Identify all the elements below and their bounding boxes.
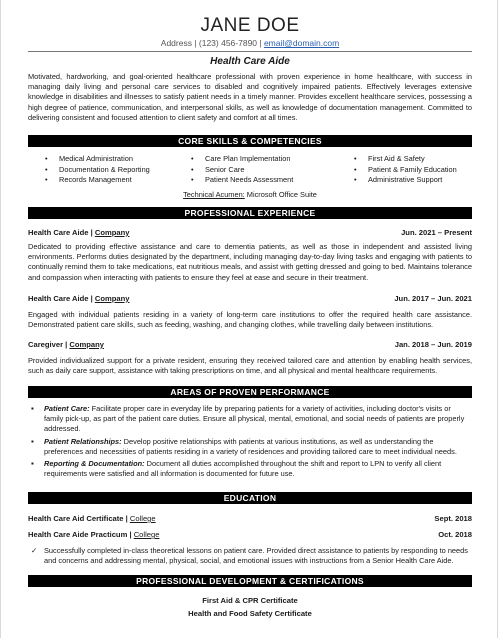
job-role: Health Care Aide <box>28 294 89 303</box>
email-link[interactable]: email@domain.com <box>263 38 340 48</box>
skills-column-1 <box>45 154 150 186</box>
skill-item: • Care Plan Implementation <box>191 154 293 165</box>
job-description: Provided individualized support for a private resident, ensuring they received tailored care and attention by enabling health services, such as daily care support, assistance with taking prescriptions on time, and all physical and mental healthcare requirements. <box>28 356 472 376</box>
separator: | <box>127 530 134 539</box>
certificate-name: Health Care Aide Practicum <box>28 530 128 539</box>
company-name: Company <box>94 228 130 237</box>
education-note <box>28 546 472 566</box>
performance-text: Develop positive relationships with patients at various institutions, as well as understanding the preferences and necessities of patients residing in a variety of residences and providing tailored care to meet individual needs. <box>44 436 457 456</box>
performance-label: Patient Relationships: <box>44 436 122 446</box>
candidate-name: JANE DOE <box>200 15 300 36</box>
company-name: Company <box>94 294 130 303</box>
performance-text: Facilitate proper care in everyday life by preparing patients for a variety of activities, including doctor's visits or family pick-up, as part of the patient care duties. Ensure all physical, mental, emotional, and social needs of patients are properly addressed. <box>44 404 465 434</box>
certificate-name: Health Care Aid Certificate <box>28 514 124 523</box>
school-name: College <box>133 530 160 539</box>
performance-list <box>28 404 472 481</box>
summary-paragraph: Motivated, hardworking, and goal-oriented healthcare professional with proven experience in home healthcare, with success in managing daily living and personal care services to disabled and cognitively impaired patients. Effectively leverages extensive knowledge in disabilities and illnesses to satisfy patient needs in a timely manner. Provides excellent healthcare services, possessing a high degree of patience, communication, and interpersonal skills, as well as knowledge of documentation management. Committed to delivering consistent and focused attention to client safety and comfort at all times. <box>28 72 472 122</box>
job-role: Caregiver <box>28 340 64 349</box>
separator: | <box>88 228 95 237</box>
contact-line <box>1 38 498 48</box>
performance-item <box>28 404 472 435</box>
development-heading: PROFESSIONAL DEVELOPMENT & CERTIFICATIONS <box>28 575 472 587</box>
certification-item: First Aid & CPR Certificate <box>202 596 298 605</box>
performance-item <box>28 437 472 457</box>
contact-details: Address | (123) 456-7890 | <box>160 38 264 48</box>
skill-item: • Documentation & Reporting <box>45 165 150 176</box>
skill-item: • Senior Care <box>191 165 293 176</box>
education-note-text: Successfully completed in-class theoretical lessons on patient care. Provided direct assistance to patients by responding to needs and concerns and addressing mental, physical, social, and emotional issues with instructions from a Senior Health Care Aide. <box>44 546 468 566</box>
education-date: Oct. 2018 <box>438 530 472 539</box>
separator: | <box>123 514 130 523</box>
job-role: Health Care Aide <box>28 228 89 237</box>
skills-heading: CORE SKILLS & COMPETENCIES <box>28 135 472 147</box>
skills-column-2 <box>191 154 293 186</box>
performance-label: Patient Care: <box>44 404 90 413</box>
school-name: College <box>129 514 156 523</box>
job-header <box>28 228 472 237</box>
checkmark-icon: ✓ <box>31 546 38 555</box>
job-dates: Jan. 2018 – Jun. 2019 <box>394 340 472 349</box>
skill-item: • Medical Administration <box>45 154 150 165</box>
job-header <box>28 294 472 303</box>
header-divider <box>28 51 472 52</box>
performance-item <box>28 459 472 479</box>
performance-label: Reporting & Documentation: <box>44 459 145 469</box>
performance-heading: AREAS OF PROVEN PERFORMANCE <box>28 386 472 398</box>
education-date: Sept. 2018 <box>434 514 472 523</box>
certification-item: Health and Food Safety Certificate <box>188 609 312 618</box>
job-header <box>28 340 472 349</box>
separator: | <box>88 294 95 303</box>
job-dates: Jun. 2017 – Jun. 2021 <box>394 294 472 303</box>
technical-acumen-label: Technical Acumen: <box>183 190 245 199</box>
skills-column-3 <box>354 154 457 186</box>
education-entry <box>28 514 472 523</box>
experience-heading: PROFESSIONAL EXPERIENCE <box>28 207 472 219</box>
job-description: Engaged with individual patients residing in a variety of long-term care institutions to offer the required health care assistance. Demonstrated patient care skills, such as feeding, washing, and changing clothes, while travelling daily between institutions. <box>28 310 472 330</box>
skill-item: • Records Management <box>45 175 150 186</box>
job-description: Dedicated to providing effective assistance and care to dementia patients, as well as those in independent and assisted living environments. Performs duties designated by the department, including managing day-to-day living tasks and engaging with patients to continually remind them to take medications, eat nutritious meals, and assist with getting dressed and going to bed. Maintains tolerance and compassion when interacting with patients to ensure they feel at ease and secure in their treatment. <box>28 242 472 282</box>
job-title: Health Care Aide <box>210 56 290 67</box>
education-entry <box>28 530 472 539</box>
performance-text: Document all duties accomplished throughout the shift and report to LPN to verify all client requirements were satisfied and all information is documented for future use. <box>44 459 442 479</box>
skill-item: • First Aid & Safety <box>354 154 457 165</box>
separator: | <box>63 340 70 349</box>
education-heading: EDUCATION <box>28 492 472 504</box>
technical-acumen <box>1 190 498 199</box>
skill-item: • Administrative Support <box>354 175 457 186</box>
job-dates: Jun. 2021 – Present <box>401 228 472 237</box>
skill-item: • Patient Needs Assessment <box>191 175 293 186</box>
skill-item: • Patient & Family Education <box>354 165 457 176</box>
company-name: Company <box>69 340 105 349</box>
technical-acumen-value: Microsoft Office Suite <box>244 190 317 199</box>
